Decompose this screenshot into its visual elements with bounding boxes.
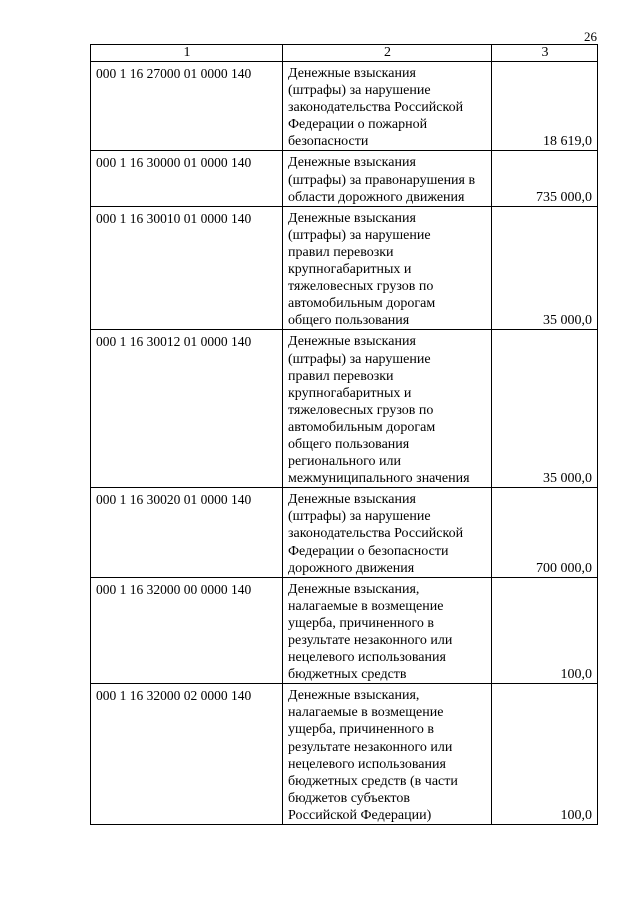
amount-cell: 35 000,0 [492, 330, 598, 488]
description-line: Федерации о безопасности [288, 543, 449, 559]
description-line: регионального или [288, 454, 402, 470]
description-line: Денежные взыскания [288, 66, 416, 81]
description-line: нецелевого использования [288, 756, 446, 772]
description-line: результате незаконного или [288, 633, 453, 648]
budget-revenue-table [90, 44, 598, 825]
description-line: (штрафы) за нарушение [288, 227, 431, 243]
amount-cell: 100,0 [492, 684, 598, 825]
table-row [91, 151, 598, 206]
revenue-description-cell [283, 577, 492, 684]
revenue-code-cell: 000 1 16 30010 01 0000 140 [91, 206, 283, 330]
description-line: области дорожного движения [288, 189, 465, 205]
description-line: налагаемые в возмещение [288, 598, 444, 614]
column-header-1: 1 [91, 45, 283, 62]
column-header-2: 2 [283, 45, 492, 62]
column-header-3: 3 [492, 45, 598, 62]
description-line: законодательства Российской [288, 100, 464, 116]
description-line: Денежные взыскания, [288, 688, 420, 704]
revenue-description-cell [283, 206, 492, 330]
revenue-code-cell: 000 1 16 32000 02 0000 140 [91, 684, 283, 825]
revenue-code-cell: 000 1 16 32000 00 0000 140 [91, 577, 283, 684]
description-line: ущерба, причиненного в [288, 615, 435, 631]
table-row [91, 62, 598, 151]
amount-cell: 100,0 [492, 577, 598, 684]
amount-cell: 18 619,0 [492, 62, 598, 151]
table-row [91, 206, 598, 330]
description-line: (штрафы) за нарушение [288, 509, 431, 525]
description-line: межмуниципального значения [288, 471, 470, 487]
amount-cell: 35 000,0 [492, 206, 598, 330]
description-line: правил перевозки [288, 368, 394, 384]
description-line: (штрафы) за нарушение [288, 83, 431, 99]
description-line: крупногабаритных и [288, 262, 412, 278]
table-row [91, 684, 598, 825]
amount-cell: 700 000,0 [492, 488, 598, 577]
description-line: нецелевого использования [288, 650, 446, 666]
description-line: дорожного движения [288, 560, 415, 576]
description-line: бюджетов субъектов [288, 790, 410, 806]
description-line: автомобильным дорогам [288, 296, 436, 312]
description-line: общего пользования [288, 436, 410, 452]
description-line: тяжеловесных грузов по [288, 279, 434, 295]
revenue-code-cell: 000 1 16 27000 01 0000 140 [91, 62, 283, 151]
description-line: (штрафы) за правонарушения в [288, 172, 476, 188]
description-line: Денежные взыскания [288, 334, 416, 350]
revenue-code-cell: 000 1 16 30012 01 0000 140 [91, 330, 283, 488]
description-line: бюджетных средств [288, 667, 407, 683]
description-line: безопасности [288, 134, 369, 150]
description-line: Денежные взыскания [288, 210, 416, 226]
revenue-description-cell [283, 62, 492, 151]
description-line: Денежные взыскания [288, 492, 416, 508]
revenue-description-cell [283, 488, 492, 577]
description-line: налагаемые в возмещение [288, 705, 444, 721]
page-number: 26 [584, 29, 597, 44]
description-line: Российской Федерации) [288, 807, 432, 823]
table-row [91, 330, 598, 488]
description-line: Денежные взыскания [288, 155, 416, 171]
description-line: правил перевозки [288, 244, 394, 260]
description-line: законодательства Российской [288, 526, 464, 542]
table-header-row [91, 45, 598, 62]
table-row [91, 577, 598, 684]
table-row [91, 488, 598, 577]
revenue-description-cell [283, 151, 492, 206]
amount-cell: 735 000,0 [492, 151, 598, 206]
description-line: (штрафы) за нарушение [288, 351, 431, 367]
description-line: бюджетных средств (в части [288, 773, 458, 789]
description-line: крупногабаритных и [288, 385, 412, 401]
revenue-code-cell: 000 1 16 30000 01 0000 140 [91, 151, 283, 206]
description-line: Федерации о пожарной [288, 117, 428, 133]
revenue-description-cell [283, 330, 492, 488]
description-line: автомобильным дорогам [288, 419, 436, 435]
description-line: тяжеловесных грузов по [288, 402, 434, 418]
description-line: результате незаконного или [288, 739, 453, 755]
description-line: Денежные взыскания, [288, 581, 420, 597]
description-line: общего пользования [288, 313, 410, 329]
description-line: ущерба, причиненного в [288, 722, 435, 738]
revenue-code-cell: 000 1 16 30020 01 0000 140 [91, 488, 283, 577]
revenue-description-cell [283, 684, 492, 825]
